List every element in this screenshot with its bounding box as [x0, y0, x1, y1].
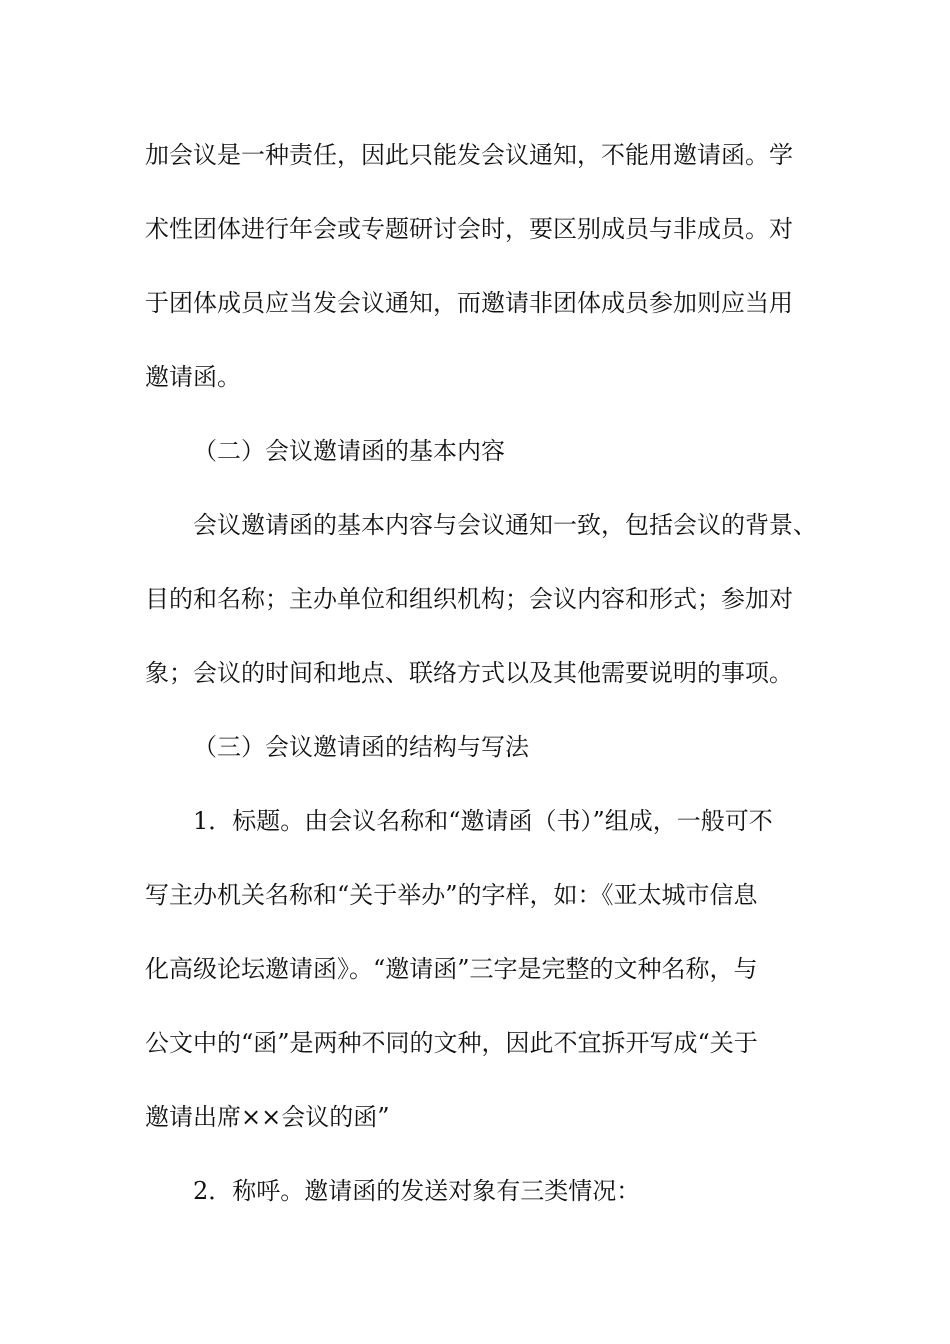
- text-line: 邀请出席××会议的函”: [145, 1103, 390, 1131]
- section-heading: （二）会议邀请函的基本内容: [193, 437, 505, 465]
- text-line: 术性团体进行年会或专题研讨会时，要区别成员与非成员。对: [145, 215, 793, 243]
- text-line: 目的和名称；主办单位和组织机构；会议内容和形式；参加对: [145, 585, 793, 613]
- section-heading: （三）会议邀请函的结构与写法: [193, 733, 529, 761]
- text-line: 写主办机关名称和“关于举办”的字样，如：《亚太城市信息: [145, 881, 758, 909]
- text-line: 公文中的“函”是两种不同的文种，因此不宜拆开写成“关于: [145, 1029, 758, 1057]
- text-line: 化高级论坛邀请函》。“邀请函”三字是完整的文种名称，与: [145, 955, 758, 983]
- text-line: 加会议是一种责任，因此只能发会议通知，不能用邀请函。学: [145, 141, 793, 169]
- text-line: 2．称呼。邀请函的发送对象有三类情况：: [193, 1177, 641, 1205]
- text-line: 象；会议的时间和地点、联络方式以及其他需要说明的事项。: [145, 659, 793, 687]
- text-line: 会议邀请函的基本内容与会议通知一致，包括会议的背景、: [193, 511, 817, 539]
- text-line: 1．标题。由会议名称和“邀请函（书）”组成，一般可不: [193, 807, 773, 835]
- text-line: 于团体成员应当发会议通知，而邀请非团体成员参加则应当用: [145, 289, 793, 317]
- text-line: 邀请函。: [145, 363, 241, 391]
